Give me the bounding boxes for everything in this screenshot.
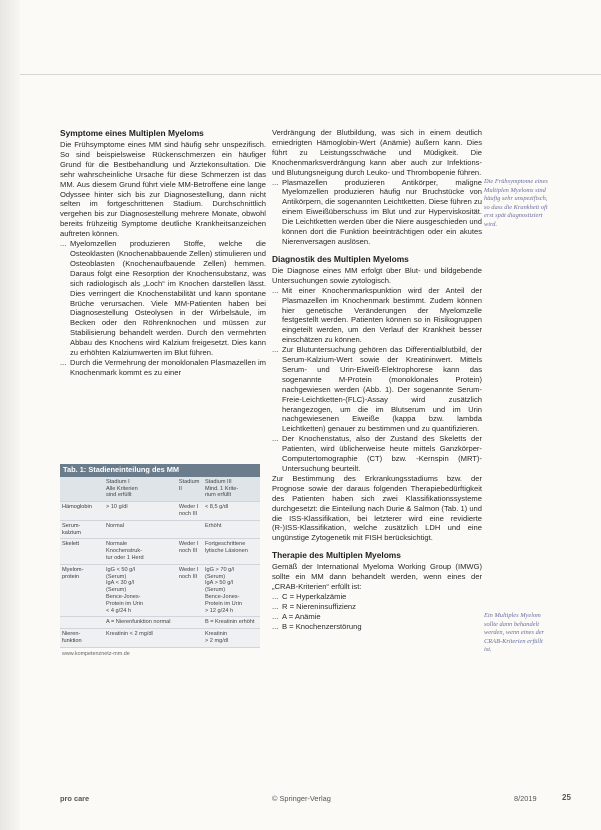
list-item: ... A = Anämie (272, 611, 321, 621)
table-row: Skelett Normale Knochenstruk- tur oder 1 Herd Weder I noch III Fortgeschrittene lytische Läsionen (60, 539, 260, 564)
bullet-marker: ... (60, 357, 67, 367)
bullet-marker: ... (272, 285, 279, 295)
bullet-marker: ... (60, 239, 67, 249)
page-number: 25 (562, 793, 571, 802)
top-rule (20, 74, 601, 75)
list-item: ... Der Knochenstatus, also der Zustand des Skeletts der Patienten, wird üblicherweise heute mittels Ganzkörper-Computertomographie (CT) bzw. -Kernspin (MRT)-Untersuchung beurteilt. (272, 434, 482, 473)
table-header-row: Stadium I Alle Kriterien sind erfüllt Stadium II Stadium III Mind. 1 Krite- rium erfüllt (60, 477, 260, 502)
section-heading-therapie: Therapie des Multiplen Myeloms (272, 550, 401, 561)
bullet-marker: ... (272, 345, 279, 355)
list-item: ... R = Niereninsuffizienz (272, 601, 356, 611)
table-row: Serum- kalzium Normal Erhöht (60, 520, 260, 539)
footer-journal: pro care (60, 794, 90, 803)
right-column (272, 128, 482, 632)
bullet-marker: ... (272, 601, 279, 611)
list-item: ... Durch die Vermehrung der monoklonalen Plasmazellen im Knochenmark kommt es zu einer (60, 357, 266, 377)
staging-table (60, 464, 260, 661)
list-item: ... C = Hyperkalzämie (272, 591, 347, 601)
table-row: Hämoglobin > 10 g/dl Weder I noch III < 8,5 g/dl (60, 502, 260, 521)
bullet-marker: ... (272, 621, 279, 631)
list-item: ... B = Knochenzerstörung (272, 621, 362, 631)
bullet-marker: ... (272, 434, 279, 444)
section-heading-symptome: Symptome eines Multiplen Myeloms (60, 128, 204, 138)
footer-publisher: © Springer-Verlag (272, 794, 331, 803)
table-row: Myelom- protein IgG < 50 g/l (Serum) IgA < 30 g/l (Serum) Bence-Jones- Protein im Urin < 4 g/24 h Weder I noch III IgG > 70 g/l (Serum) IgA > 50 g/l (Serum) Bence-Jones- Protein im Urin > 12 g/24 h (60, 564, 260, 617)
list-item: ... Myelomzellen produzieren Stoffe, welche die Osteoklasten (Knochenabbauende Zellen) stimulieren und Osteoblasten (Knochenaufbauende Zellen) hemmen. Daraus folgt eine Resorption der Knochensubstanz, was sich radiologisch als „Loch“ im Knochen darstellen lässt. Dies verringert die Knochenstabilität und kann spontane Brüche verursachen. Viele MM-Patienten haben bei Diagnosestellung Osteolysen in der Wirbelsäule, im Becken oder den Röhrenknochen und müssen zur Stabilisierung behandelt werden. Durch den vermehrten Abbau des Knochens wird Kalzium freigesetzt. Dies kann zu erhöhten Kalziumwerten im Blut führen. (60, 239, 266, 358)
paragraph: Verdrängung der Blutbildung, was sich in einem deutlich erniedrigten Hämoglobin-Wert (Anämie) äußern kann. Dies führt zu Leistungsschwäche und Müdigkeit. Die Knochenmarksverdrängung kann aber auch zur Infektions- und Blutungsneigung durch Leuko- und Thrombopenie führen. (272, 128, 482, 177)
margin-note: Die Frühsymptome eines Multiplen Myeloms sind häufig sehr unspezifisch, so dass die Krankheit oft erst spät diagnostiziert wird. (484, 178, 548, 228)
page-spine-shadow (0, 0, 20, 830)
paragraph: Zur Bestimmung des Erkrankungsstadiums bzw. der Prognose sowie der daraus folgenden Therapiebedürftigkeit des Patienten haben sich zwei Klassifikationssysteme durchgesetzt: die Einteilung nach Durie & Salmon (Tab. 1) und die ISS-Klassifikation, bei letzterer wird eine revidierte (R-)ISS-Klassifikation, welche zusätzlich LDH und eine ungünstige Zytogenetik mit FISH berücksichtigt. (272, 473, 482, 543)
list-item: ... Plasmazellen produzieren Antikörper, maligne Myelomzellen produzieren häufig nur Bruchstücke von Antikörpern, die sogenannten Leichtketten. Diese führen zu einem Eiweißüberschuss im Blut und zur Hyperviskosität. Die Leichtketten werden über die Niere ausgeschieden und können dort die Funktion beeinträchtigen oder ein akutes Nierenversagen auslösen. (272, 177, 482, 246)
table-title: Tab. 1: Stadieneinteilung des MM (60, 464, 260, 477)
margin-note: Ein Multiples Myelom sollte dann behandelt werden, wenn eines der CRAB-Kriterien erfüllt ist. (484, 612, 545, 654)
paragraph: Gemäß der International Myeloma Working Group (IMWG) sollte ein MM dann behandelt werden, wenn eines der „CRAB-Kriterien“ erfüllt ist: (272, 562, 482, 592)
paragraph: Die Diagnose eines MM erfolgt über Blut- und bildgebende Untersuchungen sowie zytologisch. (272, 265, 482, 285)
table-row: A = Nierenfunktion normal B = Kreatinin erhöht (60, 617, 260, 629)
list-item: ... Mit einer Knochenmarkspunktion wird der Anteil der Plasmazellen im Knochenmark bestimmt. Zudem können hier genetische Veränderungen der Myelomzelle festgestellt werden. Patienten können so in Risikogruppen eingeteilt werden, um den Verlauf der Krankheit besser einschätzen zu können. (272, 285, 482, 345)
list-item: ... Zur Blutuntersuchung gehören das Differentialblutbild, der Serum-Kalzium-Wert sowie der Kreatininwert. Mittels Serum- und Urin-Eiweiß-Elektrophorese kann das sogenannte M-Protein (monoklonales Protein) nachgewiesen werden (Abb. 1). Der sogenannte Serum-Freie-Leichtketten-(FLC)-Assay wird zusätzlich herangezogen, um die im Blutserum und im Urin nachgewiesenen Eiweiße (kappa bzw. lambda Leichtketten) genauer zu bestimmen und zu quantifizieren. (272, 345, 482, 434)
bullet-marker: ... (272, 611, 279, 621)
section-heading-diagnostik: Diagnostik des Multiplen Myeloms (272, 253, 409, 264)
bullet-marker: ... (272, 177, 279, 187)
table-body (60, 477, 260, 648)
table-row: Nieren- funktion Kreatinin < 2 mg/dl Kreatinin > 2 mg/dl (60, 629, 260, 648)
table-footnote: www.kompetenznetz-mm.de (62, 650, 130, 657)
footer-issue: 8/2019 (514, 794, 537, 803)
symptome-intro: Die Frühsymptome eines MM sind häufig sehr unspezifisch. So sind beispielsweise Rückenschmerzen ein häufiger Grund für die Bestbehandlung und Ärztekonsultation. Die sehr wahrscheinliche Ursache für diese Schmerzen ist das MM. Aus diesem Grund führt viele MM-Betroffene eine lange Odyssee hinter sich bis zur Diagnosestellung, dann nicht selten im fortgeschrittenen Stadium. Durchschnittlich vergehen bis zur Diagnosestellung mehrere Monate, obwohl bereits frühzeitig Symptome deutliche Krankheitsanzeichen auftreten können. (60, 140, 266, 239)
left-column (60, 128, 266, 378)
bullet-marker: ... (272, 591, 279, 601)
